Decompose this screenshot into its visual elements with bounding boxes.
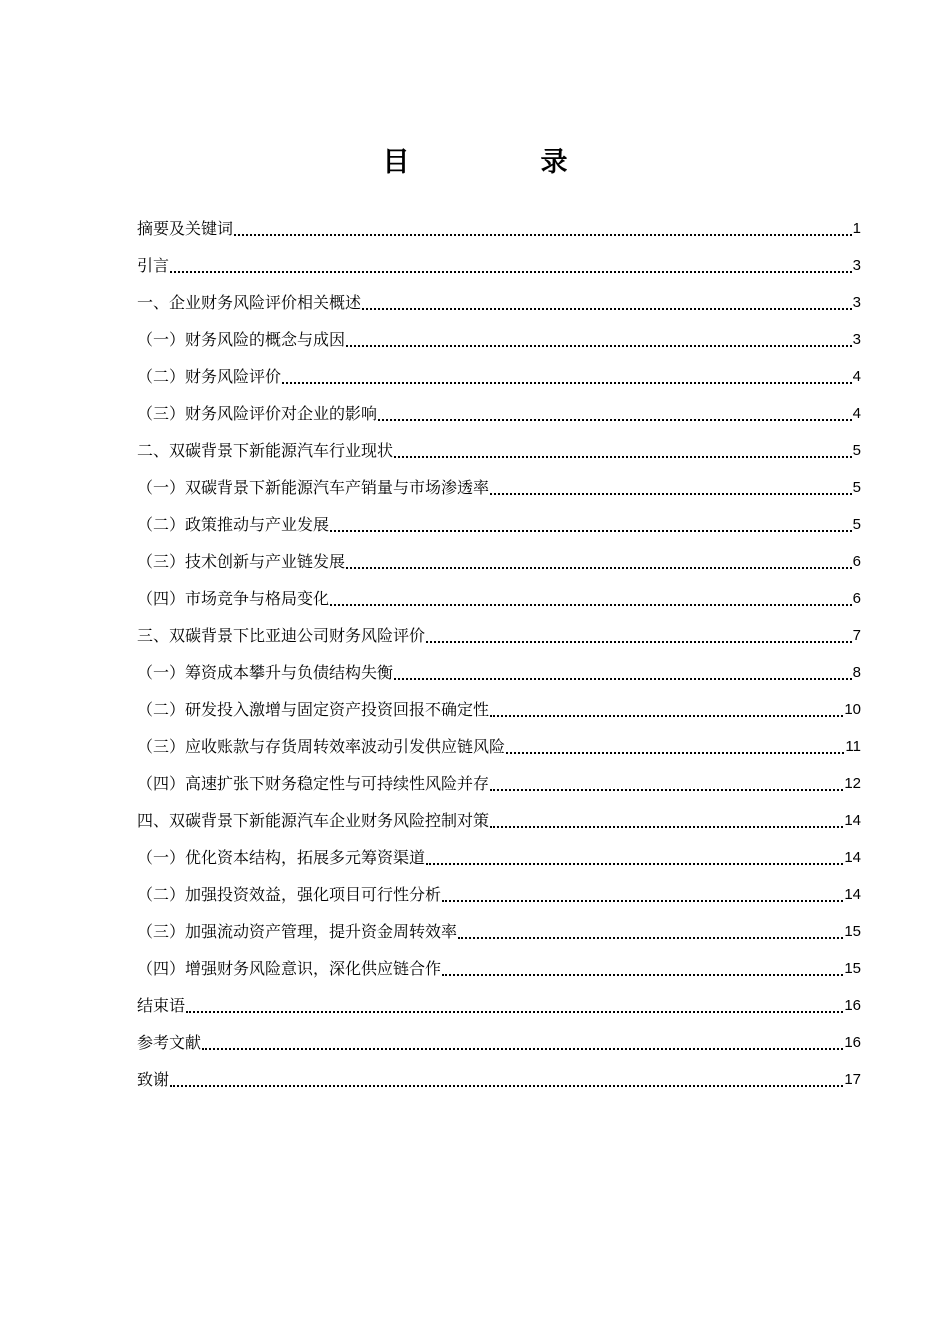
toc-entry[interactable] <box>137 761 861 798</box>
toc-list <box>137 206 861 1094</box>
toc-entry-text: 二、双碳背景下新能源汽车行业现状 <box>137 441 394 460</box>
toc-entry-text: （四）增强财务风险意识，深化供应链合作 <box>137 959 442 978</box>
toc-entry[interactable] <box>137 465 861 502</box>
toc-page-number: 14 <box>844 886 861 903</box>
toc-page-number: 15 <box>844 960 861 977</box>
toc-entry-text: （一）筹资成本攀升与负债结构失衡 <box>137 663 394 682</box>
toc-dot-leader <box>330 530 852 532</box>
toc-dot-leader <box>442 900 843 902</box>
toc-entry[interactable] <box>137 428 861 465</box>
toc-page-number: 1 <box>852 220 861 237</box>
toc-entry[interactable] <box>137 502 861 539</box>
toc-page-number: 3 <box>852 257 861 274</box>
toc-entry[interactable] <box>137 243 861 280</box>
toc-dot-leader <box>490 789 843 791</box>
toc-entry[interactable] <box>137 872 861 909</box>
toc-dot-leader <box>490 715 843 717</box>
toc-entry-text: 摘要及关键词 <box>137 219 234 238</box>
toc-dot-leader <box>394 678 852 680</box>
toc-entry[interactable] <box>137 798 861 835</box>
toc-title: 目 录 <box>382 147 620 178</box>
toc-entry-text: （三）技术创新与产业链发展 <box>137 552 346 571</box>
toc-page-number: 3 <box>852 294 861 311</box>
toc-page-number: 10 <box>844 701 861 718</box>
toc-entry-text: 四、双碳背景下新能源汽车企业财务风险控制对策 <box>137 811 490 830</box>
toc-entry[interactable] <box>137 1020 861 1057</box>
toc-entry-text: （三）财务风险评价对企业的影响 <box>137 404 378 423</box>
toc-entry[interactable] <box>137 576 861 613</box>
toc-entry[interactable] <box>137 317 861 354</box>
toc-dot-leader <box>202 1048 843 1050</box>
toc-page-number: 4 <box>852 405 861 422</box>
toc-page-number: 6 <box>852 553 861 570</box>
toc-dot-leader <box>426 863 843 865</box>
toc-entry[interactable] <box>137 650 861 687</box>
toc-entry[interactable] <box>137 1057 861 1094</box>
toc-entry-text: （一）财务风险的概念与成因 <box>137 330 346 349</box>
toc-entry-text: （三）应收账款与存货周转效率波动引发供应链风险 <box>137 737 506 756</box>
toc-entry-text: 一、企业财务风险评价相关概述 <box>137 293 362 312</box>
toc-dot-leader <box>426 641 852 643</box>
toc-dot-leader <box>362 308 852 310</box>
toc-dot-leader <box>506 752 844 754</box>
toc-page-number: 3 <box>852 331 861 348</box>
toc-entry-text: （二）研发投入激增与固定资产投资回报不确定性 <box>137 700 490 719</box>
toc-entry[interactable] <box>137 613 861 650</box>
toc-page-number: 11 <box>845 738 861 755</box>
toc-entry-text: （四）市场竞争与格局变化 <box>137 589 330 608</box>
toc-page-number: 12 <box>844 775 861 792</box>
toc-page-number: 15 <box>844 923 861 940</box>
toc-page-number: 5 <box>852 516 861 533</box>
toc-dot-leader <box>346 345 852 347</box>
toc-dot-leader <box>186 1011 843 1013</box>
toc-entry[interactable] <box>137 687 861 724</box>
toc-entry-text: 引言 <box>137 256 170 275</box>
toc-page-number: 5 <box>852 479 861 496</box>
toc-entry[interactable] <box>137 354 861 391</box>
toc-dot-leader <box>282 382 852 384</box>
toc-page-number: 14 <box>844 849 861 866</box>
toc-entry-text: 三、双碳背景下比亚迪公司财务风险评价 <box>137 626 426 645</box>
toc-entry-text: 结束语 <box>137 996 186 1015</box>
toc-dot-leader <box>490 493 852 495</box>
toc-dot-leader <box>442 974 843 976</box>
toc-entry-text: （四）高速扩张下财务稳定性与可持续性风险并存 <box>137 774 490 793</box>
toc-page-number: 17 <box>844 1071 861 1088</box>
toc-entry[interactable] <box>137 946 861 983</box>
toc-dot-leader <box>170 1085 843 1087</box>
toc-dot-leader <box>490 826 843 828</box>
toc-page-number: 4 <box>852 368 861 385</box>
toc-entry[interactable] <box>137 835 861 872</box>
toc-dot-leader <box>170 271 852 273</box>
toc-entry-text: 参考文献 <box>137 1033 202 1052</box>
toc-entry-text: 致谢 <box>137 1070 170 1089</box>
toc-entry[interactable] <box>137 539 861 576</box>
toc-entry-text: （一）优化资本结构，拓展多元筹资渠道 <box>137 848 426 867</box>
toc-page-number: 14 <box>844 812 861 829</box>
toc-page-number: 8 <box>852 664 861 681</box>
toc-entry[interactable] <box>137 206 861 243</box>
toc-entry-text: （二）财务风险评价 <box>137 367 282 386</box>
toc-entry[interactable] <box>137 280 861 317</box>
toc-entry-text: （二）加强投资效益，强化项目可行性分析 <box>137 885 442 904</box>
toc-dot-leader <box>378 419 852 421</box>
toc-entry-text: （二）政策推动与产业发展 <box>137 515 330 534</box>
toc-page-number: 5 <box>852 442 861 459</box>
toc-page-number: 16 <box>844 1034 861 1051</box>
toc-dot-leader <box>394 456 852 458</box>
toc-entry[interactable] <box>137 909 861 946</box>
toc-entry[interactable] <box>137 724 861 761</box>
toc-dot-leader <box>346 567 852 569</box>
toc-page-number: 16 <box>844 997 861 1014</box>
toc-entry[interactable] <box>137 983 861 1020</box>
toc-page-number: 7 <box>852 627 861 644</box>
toc-entry-text: （一）双碳背景下新能源汽车产销量与市场渗透率 <box>137 478 490 497</box>
toc-dot-leader <box>234 234 852 236</box>
toc-entry-text: （三）加强流动资产管理，提升资金周转效率 <box>137 922 458 941</box>
toc-dot-leader <box>458 937 843 939</box>
toc-entry[interactable] <box>137 391 861 428</box>
toc-dot-leader <box>330 604 852 606</box>
toc-page-number: 6 <box>852 590 861 607</box>
